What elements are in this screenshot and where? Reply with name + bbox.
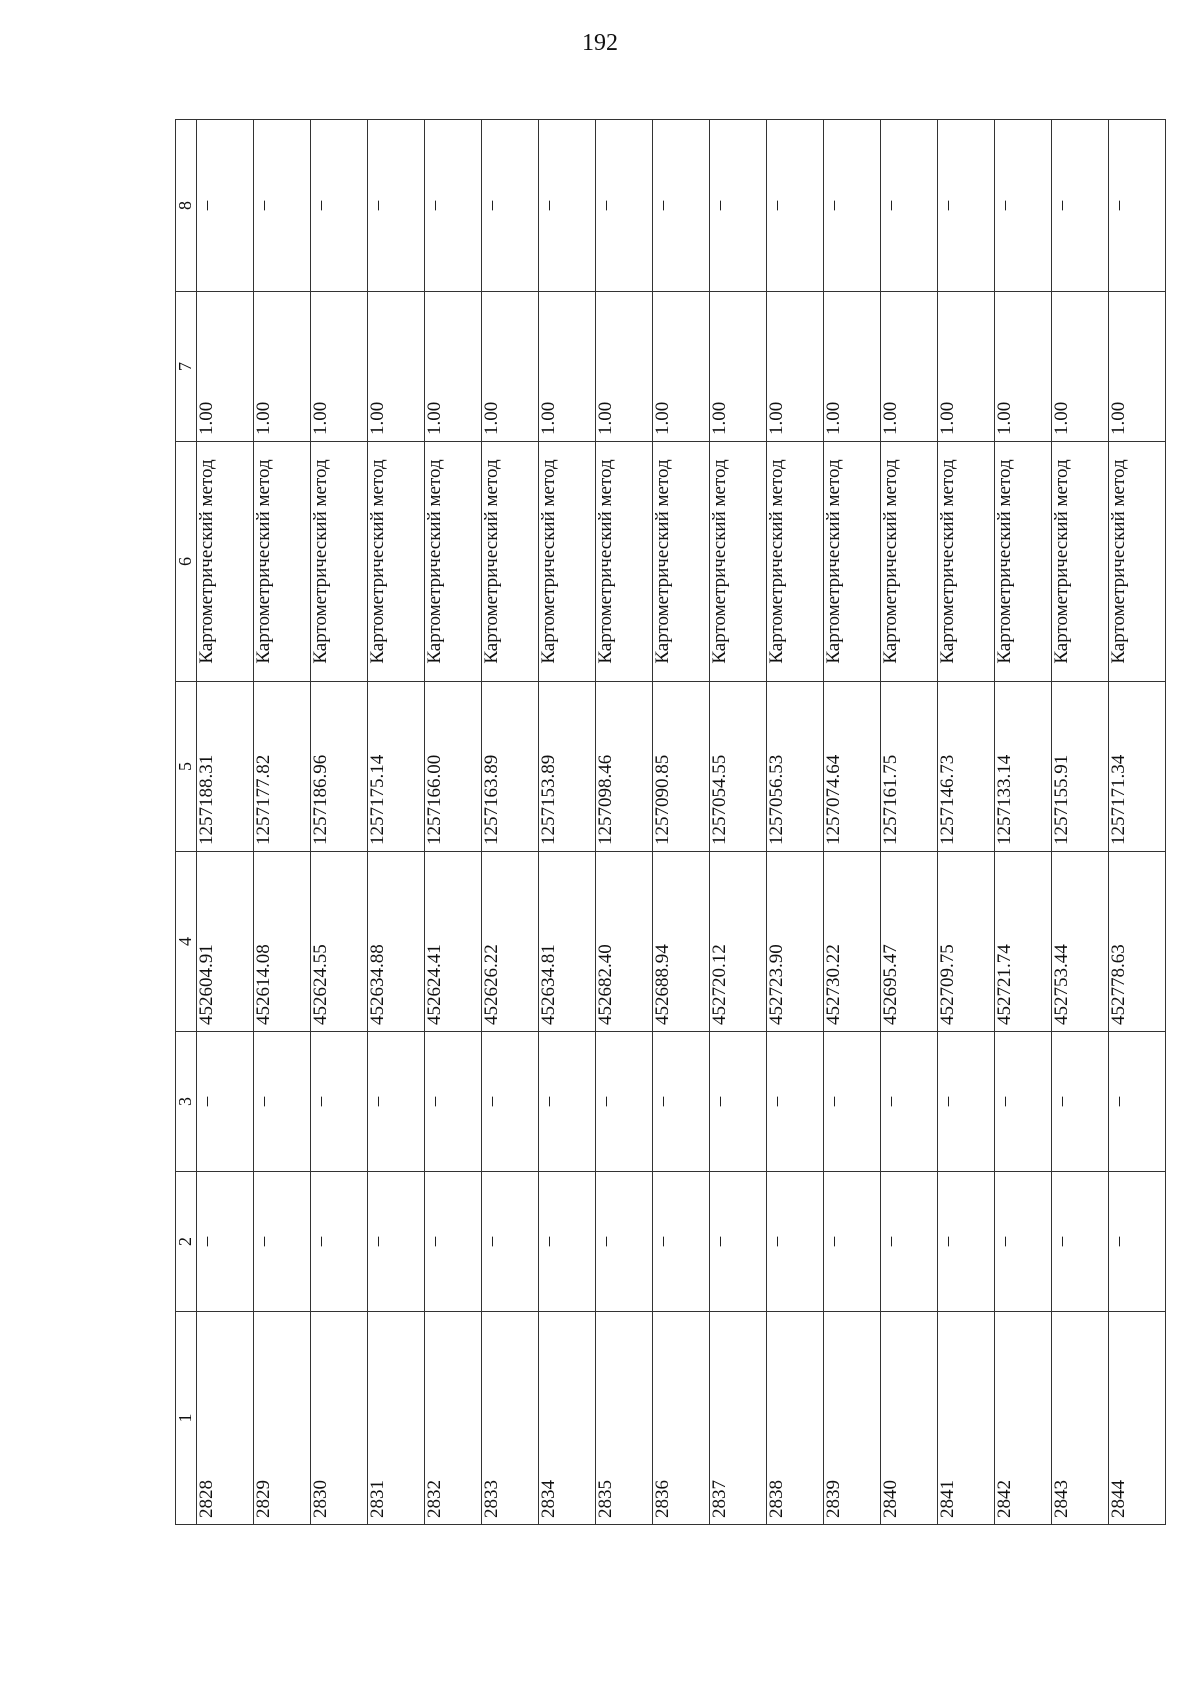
table-row <box>710 120 767 1525</box>
x-coordinate-cell: 452688.94 <box>653 852 710 1032</box>
cell-col2: – <box>368 1172 425 1312</box>
accuracy-cell: 1.00 <box>1109 292 1166 442</box>
cell-col8: – <box>254 120 311 292</box>
accuracy-cell: 1.00 <box>710 292 767 442</box>
point-number-cell: 2836 <box>653 1312 710 1525</box>
cell-col8: – <box>995 120 1052 292</box>
cell-col3: – <box>311 1032 368 1172</box>
y-coordinate-cell: 1257153.89 <box>539 682 596 852</box>
accuracy-cell: 1.00 <box>539 292 596 442</box>
cell-col8: – <box>653 120 710 292</box>
cell-col8: – <box>881 120 938 292</box>
table-row <box>995 120 1052 1525</box>
cell-col8: – <box>197 120 254 292</box>
coordinates-table-rotated <box>175 120 1145 1525</box>
x-coordinate-cell: 452626.22 <box>482 852 539 1032</box>
y-coordinate-cell: 1257161.75 <box>881 682 938 852</box>
y-coordinate-cell: 1257054.55 <box>710 682 767 852</box>
point-number-cell: 2832 <box>425 1312 482 1525</box>
y-coordinate-cell: 1257090.85 <box>653 682 710 852</box>
cell-col2: – <box>482 1172 539 1312</box>
method-cell: Картометрический метод <box>197 442 254 682</box>
cell-col2: – <box>311 1172 368 1312</box>
y-coordinate-cell: 1257188.31 <box>197 682 254 852</box>
point-number-cell: 2829 <box>254 1312 311 1525</box>
accuracy-cell: 1.00 <box>995 292 1052 442</box>
y-coordinate-cell: 1257133.14 <box>995 682 1052 852</box>
accuracy-cell: 1.00 <box>881 292 938 442</box>
cell-col3: – <box>596 1032 653 1172</box>
cell-col3: – <box>368 1032 425 1172</box>
method-cell: Картометрический метод <box>653 442 710 682</box>
x-coordinate-cell: 452723.90 <box>767 852 824 1032</box>
method-cell: Картометрический метод <box>539 442 596 682</box>
x-coordinate-cell: 452614.08 <box>254 852 311 1032</box>
x-coordinate-cell: 452604.91 <box>197 852 254 1032</box>
method-cell: Картометрический метод <box>767 442 824 682</box>
cell-col2: – <box>710 1172 767 1312</box>
table-row <box>653 120 710 1525</box>
method-cell: Картометрический метод <box>311 442 368 682</box>
table-row <box>311 120 368 1525</box>
cell-col8: – <box>824 120 881 292</box>
cell-col8: – <box>1052 120 1109 292</box>
cell-col2: – <box>539 1172 596 1312</box>
x-coordinate-cell: 452778.63 <box>1109 852 1166 1032</box>
point-number-cell: 2840 <box>881 1312 938 1525</box>
y-coordinate-cell: 1257146.73 <box>938 682 995 852</box>
cell-col8: – <box>1109 120 1166 292</box>
table-row <box>197 120 254 1525</box>
table-row <box>482 120 539 1525</box>
table-row <box>254 120 311 1525</box>
x-coordinate-cell: 452624.55 <box>311 852 368 1032</box>
y-coordinate-cell: 1257186.96 <box>311 682 368 852</box>
table-row <box>1052 120 1109 1525</box>
cell-col2: – <box>425 1172 482 1312</box>
point-number-cell: 2831 <box>368 1312 425 1525</box>
point-number-cell: 2842 <box>995 1312 1052 1525</box>
point-number-cell: 2839 <box>824 1312 881 1525</box>
y-coordinate-cell: 1257171.34 <box>1109 682 1166 852</box>
method-cell: Картометрический метод <box>1052 442 1109 682</box>
cell-col2: – <box>197 1172 254 1312</box>
y-coordinate-cell: 1257155.91 <box>1052 682 1109 852</box>
accuracy-cell: 1.00 <box>1052 292 1109 442</box>
cell-col3: – <box>1052 1032 1109 1172</box>
point-number-cell: 2844 <box>1109 1312 1166 1525</box>
accuracy-cell: 1.00 <box>824 292 881 442</box>
point-number-cell: 2841 <box>938 1312 995 1525</box>
method-cell: Картометрический метод <box>368 442 425 682</box>
method-cell: Картометрический метод <box>881 442 938 682</box>
method-cell: Картометрический метод <box>1109 442 1166 682</box>
cell-col8: – <box>596 120 653 292</box>
table-row <box>596 120 653 1525</box>
cell-col3: – <box>197 1032 254 1172</box>
x-coordinate-cell: 452730.22 <box>824 852 881 1032</box>
table-row <box>1109 120 1166 1525</box>
column-header: 1 <box>176 1312 197 1525</box>
cell-col3: – <box>425 1032 482 1172</box>
cell-col3: – <box>254 1032 311 1172</box>
method-cell: Картометрический метод <box>938 442 995 682</box>
point-number-cell: 2834 <box>539 1312 596 1525</box>
cell-col2: – <box>824 1172 881 1312</box>
cell-col2: – <box>653 1172 710 1312</box>
cell-col3: – <box>767 1032 824 1172</box>
table-body <box>197 120 1166 1525</box>
point-number-cell: 2838 <box>767 1312 824 1525</box>
point-number-cell: 2837 <box>710 1312 767 1525</box>
cell-col2: – <box>938 1172 995 1312</box>
accuracy-cell: 1.00 <box>311 292 368 442</box>
cell-col8: – <box>938 120 995 292</box>
cell-col2: – <box>767 1172 824 1312</box>
x-coordinate-cell: 452634.88 <box>368 852 425 1032</box>
cell-col3: – <box>881 1032 938 1172</box>
cell-col3: – <box>710 1032 767 1172</box>
cell-col2: – <box>1109 1172 1166 1312</box>
method-cell: Картометрический метод <box>596 442 653 682</box>
cell-col3: – <box>653 1032 710 1172</box>
cell-col3: – <box>482 1032 539 1172</box>
y-coordinate-cell: 1257163.89 <box>482 682 539 852</box>
cell-col3: – <box>995 1032 1052 1172</box>
cell-col3: – <box>824 1032 881 1172</box>
table-row <box>539 120 596 1525</box>
table-row <box>824 120 881 1525</box>
point-number-cell: 2835 <box>596 1312 653 1525</box>
column-header: 3 <box>176 1032 197 1172</box>
accuracy-cell: 1.00 <box>425 292 482 442</box>
y-coordinate-cell: 1257056.53 <box>767 682 824 852</box>
method-cell: Картометрический метод <box>425 442 482 682</box>
accuracy-cell: 1.00 <box>254 292 311 442</box>
table-row <box>425 120 482 1525</box>
cell-col8: – <box>710 120 767 292</box>
table-row <box>767 120 824 1525</box>
accuracy-cell: 1.00 <box>653 292 710 442</box>
page-number: 192 <box>582 30 618 56</box>
method-cell: Картометрический метод <box>824 442 881 682</box>
point-number-cell: 2830 <box>311 1312 368 1525</box>
accuracy-cell: 1.00 <box>482 292 539 442</box>
column-header: 8 <box>176 120 197 292</box>
y-coordinate-cell: 1257098.46 <box>596 682 653 852</box>
cell-col3: – <box>938 1032 995 1172</box>
accuracy-cell: 1.00 <box>596 292 653 442</box>
coordinates-table <box>175 119 1166 1525</box>
point-number-cell: 2843 <box>1052 1312 1109 1525</box>
x-coordinate-cell: 452720.12 <box>710 852 767 1032</box>
cell-col2: – <box>995 1172 1052 1312</box>
x-coordinate-cell: 452624.41 <box>425 852 482 1032</box>
x-coordinate-cell: 452721.74 <box>995 852 1052 1032</box>
cell-col3: – <box>1109 1032 1166 1172</box>
cell-col8: – <box>368 120 425 292</box>
method-cell: Картометрический метод <box>254 442 311 682</box>
accuracy-cell: 1.00 <box>767 292 824 442</box>
header-row <box>176 120 197 1525</box>
accuracy-cell: 1.00 <box>938 292 995 442</box>
table-row <box>881 120 938 1525</box>
cell-col2: – <box>596 1172 653 1312</box>
y-coordinate-cell: 1257074.64 <box>824 682 881 852</box>
column-header: 4 <box>176 852 197 1032</box>
x-coordinate-cell: 452753.44 <box>1052 852 1109 1032</box>
accuracy-cell: 1.00 <box>368 292 425 442</box>
cell-col8: – <box>482 120 539 292</box>
cell-col8: – <box>767 120 824 292</box>
accuracy-cell: 1.00 <box>197 292 254 442</box>
cell-col2: – <box>881 1172 938 1312</box>
cell-col8: – <box>425 120 482 292</box>
method-cell: Картометрический метод <box>710 442 767 682</box>
cell-col2: – <box>254 1172 311 1312</box>
y-coordinate-cell: 1257175.14 <box>368 682 425 852</box>
cell-col3: – <box>539 1032 596 1172</box>
y-coordinate-cell: 1257166.00 <box>425 682 482 852</box>
cell-col8: – <box>539 120 596 292</box>
cell-col8: – <box>311 120 368 292</box>
cell-col2: – <box>1052 1172 1109 1312</box>
x-coordinate-cell: 452682.40 <box>596 852 653 1032</box>
y-coordinate-cell: 1257177.82 <box>254 682 311 852</box>
x-coordinate-cell: 452695.47 <box>881 852 938 1032</box>
column-header: 5 <box>176 682 197 852</box>
x-coordinate-cell: 452634.81 <box>539 852 596 1032</box>
table-row <box>368 120 425 1525</box>
column-header: 7 <box>176 292 197 442</box>
point-number-cell: 2833 <box>482 1312 539 1525</box>
x-coordinate-cell: 452709.75 <box>938 852 995 1032</box>
column-header: 2 <box>176 1172 197 1312</box>
method-cell: Картометрический метод <box>995 442 1052 682</box>
method-cell: Картометрический метод <box>482 442 539 682</box>
point-number-cell: 2828 <box>197 1312 254 1525</box>
column-header: 6 <box>176 442 197 682</box>
table-row <box>938 120 995 1525</box>
